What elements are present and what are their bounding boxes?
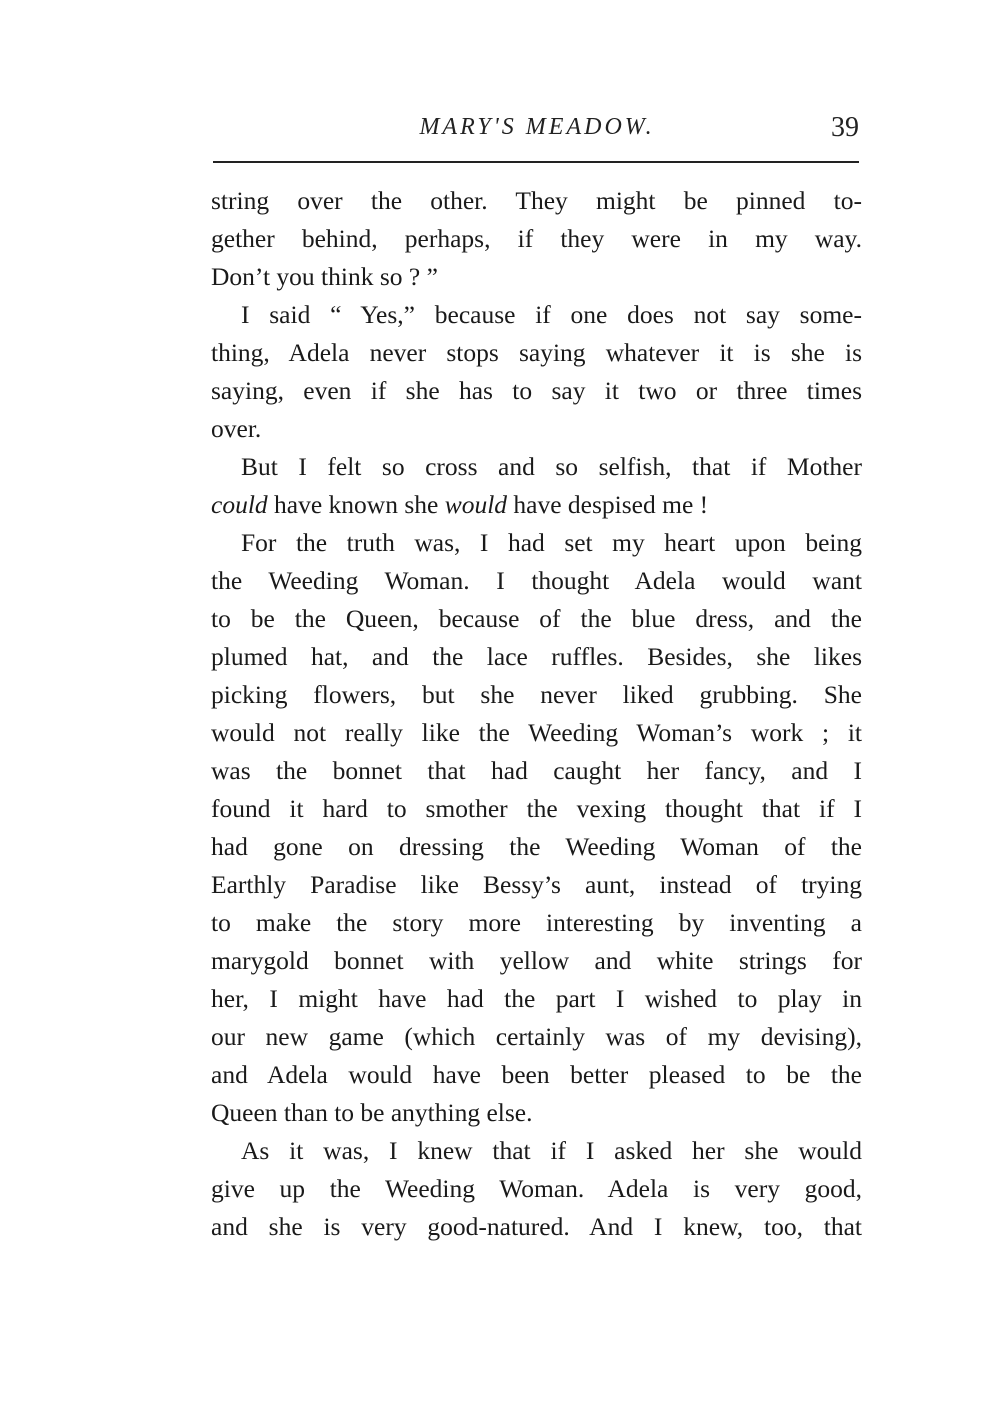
text-line: gether behind, perhaps, if they were in my way. xyxy=(211,224,862,253)
text-fragment: have despised me ! xyxy=(507,490,709,519)
text-line: give up the Weeding Woman. Adela is very good, xyxy=(211,1174,862,1203)
text-line: to be the Queen, because of the blue dress, and the xyxy=(211,604,862,633)
text-line: saying, even if she has to say it two or three times xyxy=(211,376,862,405)
text-line: Don’t you think so ? ” xyxy=(211,262,438,291)
body-text xyxy=(211,182,862,1246)
text-fragment: have known she xyxy=(267,490,445,519)
text-line: and she is very good-natured. And I knew, too, that xyxy=(211,1212,862,1241)
text-line: marygold bonnet with yellow and white strings for xyxy=(211,946,862,975)
text-line: Earthly Paradise like Bessy’s aunt, instead of trying xyxy=(211,870,862,899)
text-line: Queen than to be anything else. xyxy=(211,1098,533,1127)
running-head xyxy=(213,112,861,152)
text-line: and Adela would have been better pleased to be the xyxy=(211,1060,862,1089)
page-number: 39 xyxy=(831,112,859,143)
text-line: string over the other. They might be pinned to- xyxy=(211,186,862,215)
text-line: over. xyxy=(211,414,262,443)
text-line: had gone on dressing the Weeding Woman of the xyxy=(211,832,862,861)
text-line: picking flowers, but she never liked grubbing. She xyxy=(211,680,862,709)
header-rule xyxy=(213,161,859,163)
running-title: MARY'S MEADOW. xyxy=(419,114,655,140)
text-line: As it was, I knew that if I asked her she would xyxy=(241,1136,862,1165)
text-line: For the truth was, I had set my heart upon being xyxy=(241,528,862,557)
text-line: her, I might have had the part I wished to play in xyxy=(211,984,862,1013)
text-line: was the bonnet that had caught her fancy, and I xyxy=(211,756,862,785)
text-line: to make the story more interesting by inventing a xyxy=(211,908,862,937)
text-line: thing, Adela never stops saying whatever it is she is xyxy=(211,338,862,367)
emphasis-text: could xyxy=(211,490,268,519)
text-line: would not really like the Weeding Woman’s work ; it xyxy=(211,718,862,747)
text-line: the Weeding Woman. I thought Adela would want xyxy=(211,566,862,595)
text-line: our new game (which certainly was of my devising), xyxy=(211,1022,862,1051)
text-line: plumed hat, and the lace ruffles. Besides, she likes xyxy=(211,642,862,671)
text-line: I said “ Yes,” because if one does not say some- xyxy=(241,300,862,329)
text-line: found it hard to smother the vexing thought that if I xyxy=(211,794,862,823)
text-line xyxy=(211,486,862,524)
text-line: But I felt so cross and so selfish, that if Mother xyxy=(241,452,862,481)
emphasis-text: would xyxy=(444,490,508,519)
